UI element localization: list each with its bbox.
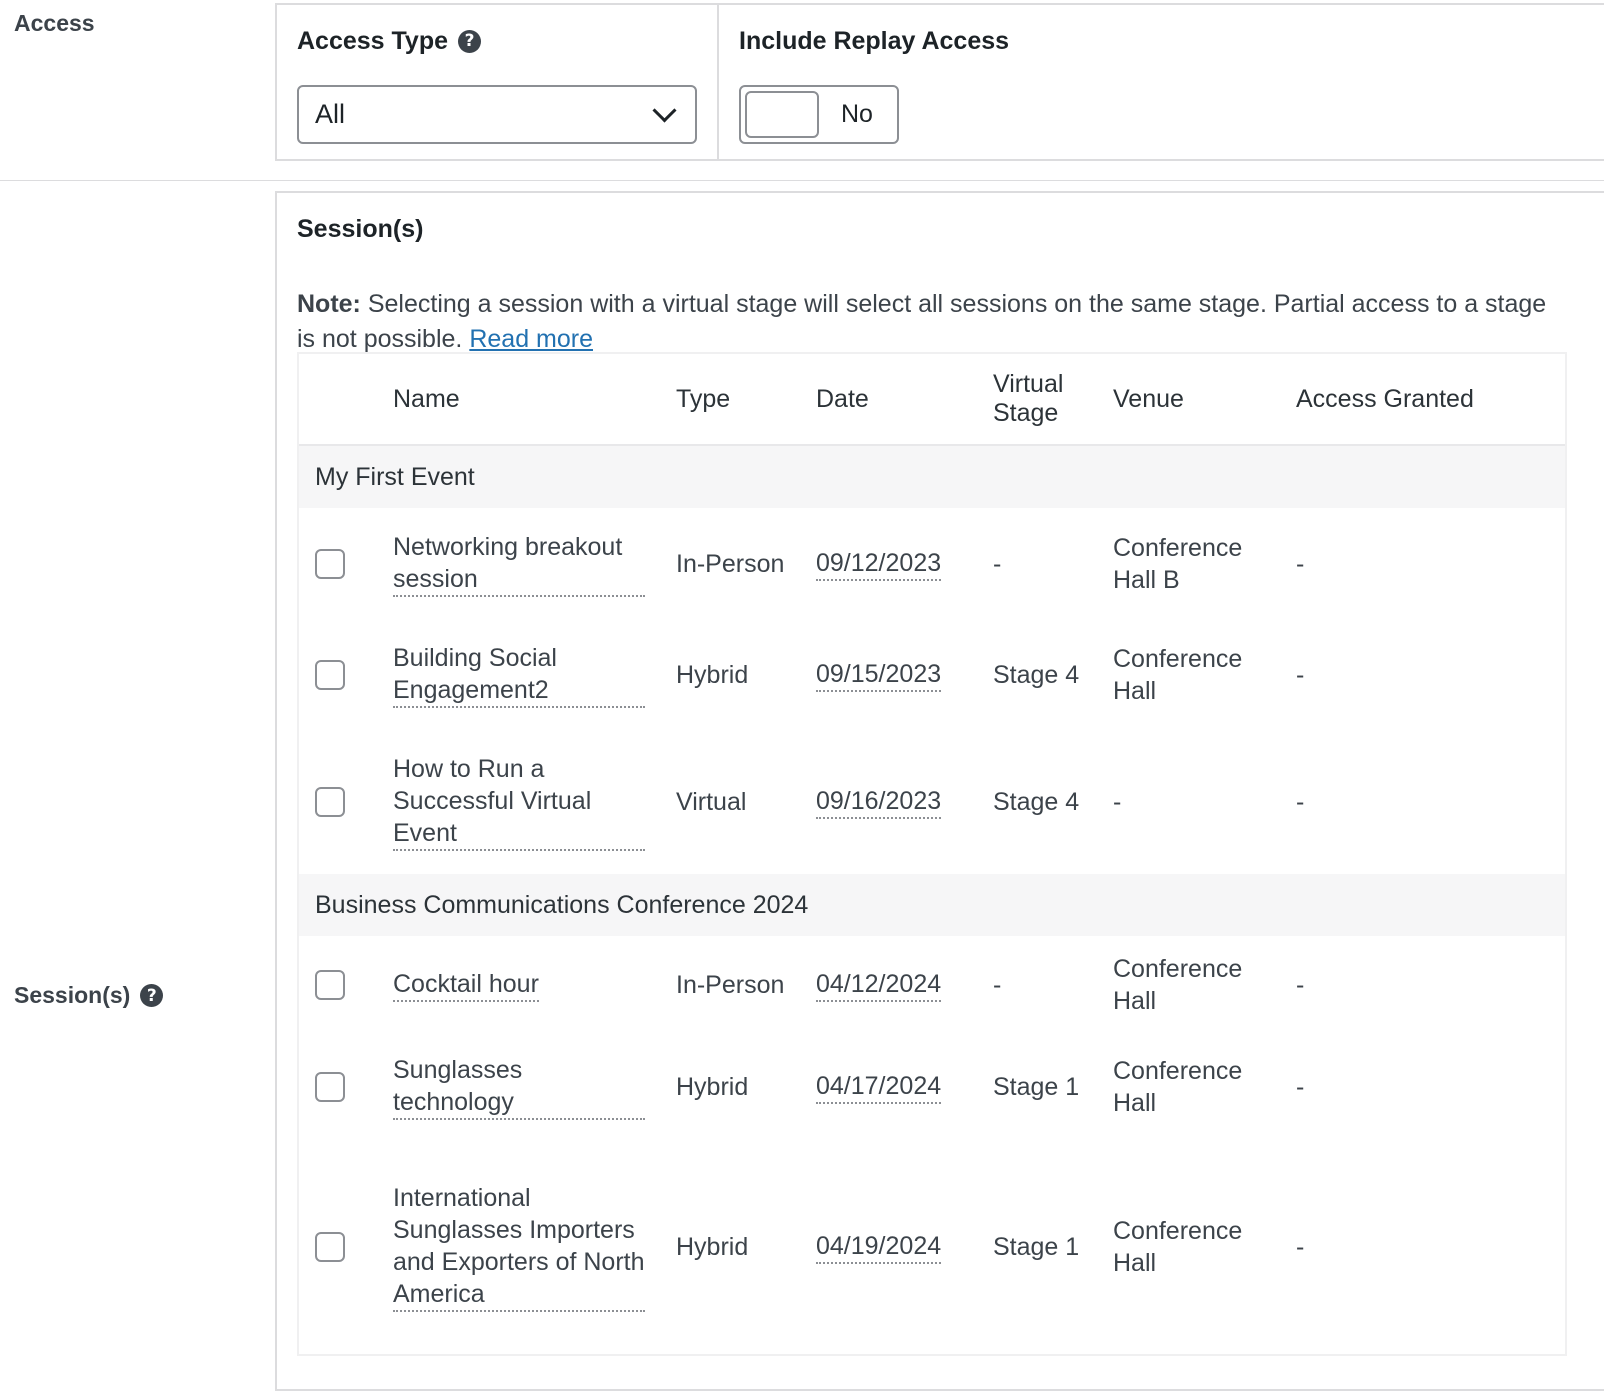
session-access-granted: - [1296,971,1305,999]
session-name[interactable]: Networking breakout session [393,531,645,597]
session-venue: Conference Hall [1113,1057,1243,1117]
header-name: Name [393,384,460,413]
session-name[interactable]: Cocktail hour [393,968,539,1002]
replay-access-toggle[interactable] [739,85,899,144]
section-divider [0,180,1604,181]
table-row [299,730,1565,874]
session-venue: Conference Hall B [1113,534,1243,594]
read-more-link[interactable]: Read more [469,325,593,353]
session-type: In-Person [676,550,785,578]
header-date: Date [816,384,869,413]
session-access-granted: - [1296,1073,1305,1101]
group-row: Business Communications Conference 2024 [299,874,1565,936]
sessions-table [297,352,1567,1356]
session-date: 04/12/2024 [816,968,941,1002]
table-row [299,1034,1565,1140]
session-access-granted: - [1296,550,1305,578]
access-row-label [14,10,95,37]
session-date: 04/19/2024 [816,1230,941,1264]
chevron-down-icon [652,98,676,122]
session-date: 04/17/2024 [816,1070,941,1104]
access-panel [275,3,1604,161]
table-row [299,620,1565,730]
session-virtual-stage: - [993,550,1002,578]
session-checkbox[interactable] [315,787,345,817]
header-venue: Venue [1113,384,1184,413]
sessions-note [297,287,1567,357]
session-name[interactable]: Building Social Engagement2 [393,642,645,708]
access-type-label: Access Type [297,26,449,55]
session-checkbox[interactable] [315,549,345,579]
access-label: Access [14,10,95,36]
session-name[interactable]: International Sunglasses Importers and Exporters of North America [393,1182,645,1312]
table-row [299,508,1565,620]
session-venue: Conference Hall [1113,955,1243,1015]
replay-access-title: Include Replay Access [739,26,1010,55]
session-virtual-stage: Stage 1 [993,1073,1080,1101]
replay-access-field [719,5,1029,159]
toggle-state-label: No [841,100,873,128]
session-virtual-stage: Stage 4 [993,788,1080,816]
session-virtual-stage: Stage 1 [993,1233,1080,1261]
access-type-title [297,23,697,59]
session-checkbox[interactable] [315,660,345,690]
toggle-knob [745,91,819,138]
session-type: Hybrid [676,661,749,689]
session-access-granted: - [1296,1233,1305,1261]
session-venue: Conference Hall [1113,645,1243,705]
group-row: My First Event [299,446,1565,508]
table-row [299,936,1565,1034]
session-date: 09/15/2023 [816,658,941,692]
header-type: Type [676,384,731,413]
session-checkbox[interactable] [315,970,345,1000]
note-label: Note: [297,290,361,318]
note-text: Selecting a session with a virtual stage will select all sessions on the same stage. Partial access to a stage is not possible. [297,290,1547,353]
table-header [299,354,1565,446]
question-circle-icon[interactable]: ? [458,30,481,53]
question-circle-icon[interactable]: ? [140,984,163,1007]
session-name[interactable]: How to Run a Successful Virtual Event [393,753,645,851]
session-name[interactable]: Sunglasses technology [393,1054,645,1120]
sessions-panel [275,191,1604,1391]
access-type-value: All [315,99,346,129]
session-date: 09/16/2023 [816,785,941,819]
sessions-label: Session(s) [14,982,131,1008]
session-checkbox[interactable] [315,1232,345,1262]
session-checkbox[interactable] [315,1072,345,1102]
sessions-row-label [14,982,163,1009]
access-type-select[interactable] [297,85,697,144]
sessions-title: Session(s) [297,214,424,243]
session-access-granted: - [1296,788,1305,816]
session-type: Hybrid [676,1073,749,1101]
session-venue: Conference Hall [1113,1217,1243,1277]
session-venue: - [1113,788,1122,816]
access-type-field [277,5,719,159]
table-row [299,1140,1565,1354]
session-virtual-stage: Stage 4 [993,661,1080,689]
header-virtual-stage: Virtual Stage [993,370,1064,427]
header-access-granted: Access Granted [1296,384,1474,413]
session-virtual-stage: - [993,971,1002,999]
session-type: Virtual [676,788,747,816]
session-type: Hybrid [676,1233,749,1261]
session-date: 09/12/2023 [816,547,941,581]
session-access-granted: - [1296,661,1305,689]
session-type: In-Person [676,971,785,999]
